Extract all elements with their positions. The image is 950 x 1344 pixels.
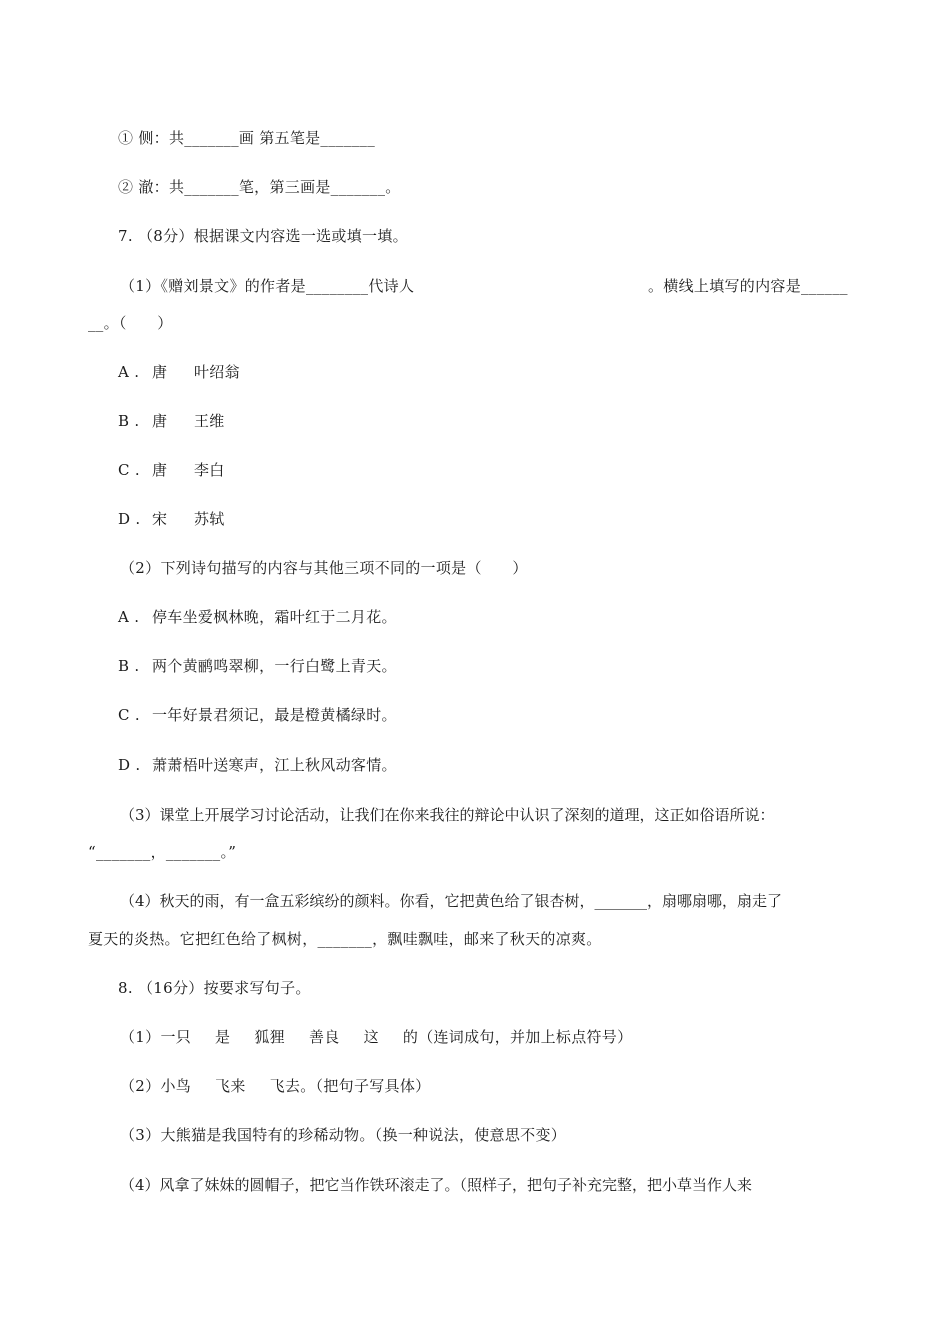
option-letter: B . xyxy=(118,412,140,430)
q7-part1-option-d xyxy=(118,509,225,529)
word: 狐狸 xyxy=(254,1028,285,1046)
option-letter: D . xyxy=(118,756,141,774)
option-name: 叶绍翁 xyxy=(194,363,240,381)
option-letter: A . xyxy=(118,363,140,381)
q7-part3-line1: （3）课堂上开展学习讨论活动，让我们在你来我往的辩论中认识了深刻的道理，这正如俗语所说： xyxy=(120,806,775,824)
q7-part4-line1: （4）秋天的雨，有一盒五彩缤纷的颜料。你看，它把黄色给了银杏树，_______，扇哪扇哪，扇走了 xyxy=(120,892,783,910)
q7-part3-line2: “_______，_______。” xyxy=(88,843,237,861)
word: 善良 xyxy=(308,1028,340,1046)
q7-part1-prompt-c: __。（ ） xyxy=(88,314,173,332)
q7-part2-option-d xyxy=(118,755,397,775)
option-text: 一年好景君须记，最是橙黄橘绿时。 xyxy=(152,706,397,724)
q7-part2-option-b xyxy=(118,656,397,676)
stroke-question-che: ② 澈：共_______笔，第三画是_______。 xyxy=(118,178,401,196)
q8-part3: （3）大熊猫是我国特有的珍稀动物。（换一种说法，使意思不变） xyxy=(120,1126,567,1144)
option-letter: D . xyxy=(118,510,141,528)
option-text: 停车坐爱枫林晚，霜叶红于二月花。 xyxy=(152,608,397,626)
q7-part4-line2: 夏天的炎热。它把红色给了枫树，_______，飘哇飘哇，邮来了秋天的凉爽。 xyxy=(88,930,602,948)
part-tail: 的（连词成句，并加上标点符号） xyxy=(402,1028,633,1046)
option-era: 宋 xyxy=(152,510,168,528)
option-era: 唐 xyxy=(152,363,168,381)
option-letter: C . xyxy=(118,461,140,479)
q7-part2-prompt: （2）下列诗句描写的内容与其他三项不同的一项是（ ） xyxy=(120,559,528,577)
word: 是 xyxy=(215,1028,231,1046)
q7-part1-option-a xyxy=(118,362,240,382)
q7-part1-option-c xyxy=(118,460,225,480)
word: 飞来 xyxy=(215,1077,246,1095)
q8-part1 xyxy=(120,1027,632,1047)
stroke-question-ce: ① 侧：共_______画 第五笔是_______ xyxy=(118,129,376,147)
part-label: （1）一只 xyxy=(120,1028,192,1046)
question-7-header: 7. （8分）根据课文内容选一选或填一填。 xyxy=(118,227,408,245)
option-name: 苏轼 xyxy=(194,510,225,528)
word: 这 xyxy=(363,1028,379,1046)
part-tail: 飞去。（把句子写具体） xyxy=(269,1077,431,1095)
q7-part1-prompt-a: （1）《赠刘景文》的作者是________代诗人 xyxy=(120,277,415,295)
option-era: 唐 xyxy=(152,461,168,479)
option-text: 萧萧梧叶送寒声，江上秋风动客情。 xyxy=(152,756,397,774)
option-letter: B . xyxy=(118,657,140,675)
q8-part2 xyxy=(120,1076,430,1096)
option-era: 唐 xyxy=(152,412,168,430)
q7-part2-option-c xyxy=(118,705,397,725)
q8-part4: （4）风拿了妹妹的圆帽子，把它当作铁环滚走了。（照样子，把句子补充完整，把小草当作人来 xyxy=(120,1176,753,1194)
q7-part1-option-b xyxy=(118,411,225,431)
question-8-header: 8. （16分）按要求写句子。 xyxy=(118,979,311,997)
part-label: （2）小鸟 xyxy=(120,1077,192,1095)
option-letter: A . xyxy=(118,608,140,626)
option-name: 李白 xyxy=(194,461,225,479)
q7-part1-prompt-b: 。横线上填写的内容是______ xyxy=(648,277,848,295)
q7-part2-option-a xyxy=(118,607,397,627)
option-name: 王维 xyxy=(194,412,225,430)
option-letter: C . xyxy=(118,706,140,724)
option-text: 两个黄鹂鸣翠柳，一行白鹭上青天。 xyxy=(152,657,397,675)
